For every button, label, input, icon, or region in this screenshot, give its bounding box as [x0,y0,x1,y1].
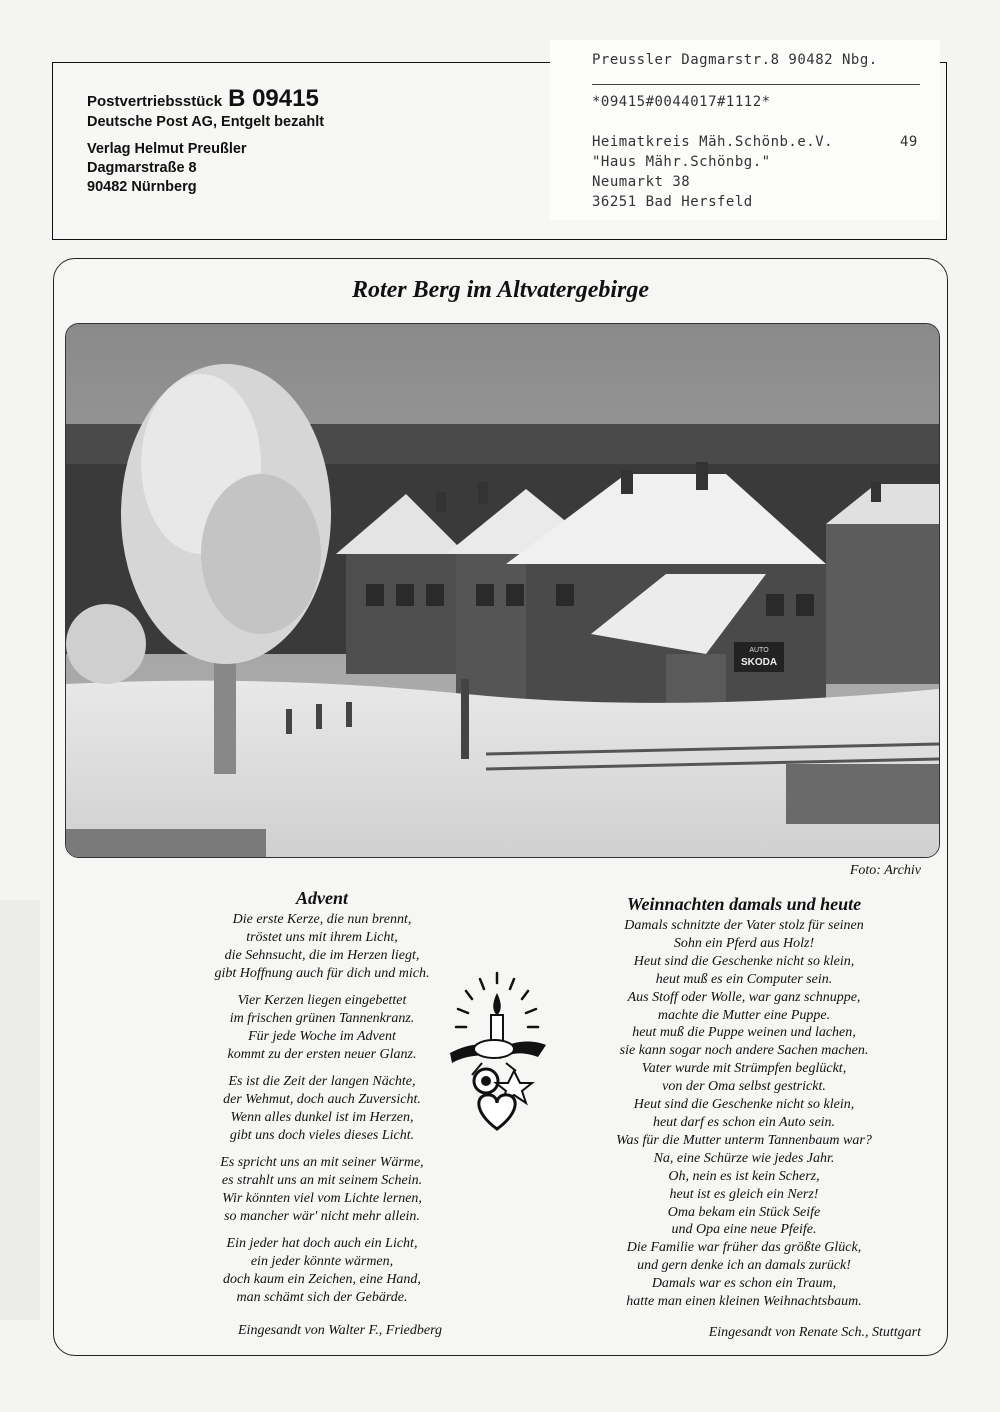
poem-line: heut darf es schon ein Auto sein. [652,1114,836,1130]
poem-stanza [569,917,919,1311]
label-return-address: Preussler Dagmarstr.8 90482 Nbg. [592,52,878,68]
address-label [550,40,940,220]
poem-line: Wir könnten viel vom Lichte lernen, [222,1191,422,1206]
poem-line: es strahlt uns an mit seinem Schein. [221,1173,423,1188]
poem-line: Wenn alles dunkel ist im Herzen, [230,1110,414,1125]
poem-line: Was für die Mutter unterm Tannenbaum war? [616,1132,872,1148]
winter-lodge-photo [65,323,940,858]
poem-line: und gern denke ich an damals zurück! [637,1258,851,1274]
postal-code: B 09415 [228,85,319,112]
poem-line: Es ist die Zeit der langen Nächte, [228,1074,416,1089]
poem-line: machte die Mutter eine Puppe. [657,1007,831,1023]
poem-line: ein jeder könnte wärmen, [250,1254,394,1269]
poem-line: und Opa eine neue Pfeife. [671,1222,817,1238]
panel-title: Roter Berg im Altvatergebirge [351,277,650,303]
photo-sign-top: AUTO [749,647,769,654]
poem-line: Vater wurde mit Strümpfen beglückt, [641,1061,847,1077]
poem-line: kommt zu der ersten neuer Glanz. [227,1047,417,1062]
poem-line: der Wehmut, doch auch Zuversicht. [223,1092,421,1107]
poem-line: von der Oma selbst gestrickt. [662,1079,826,1095]
poem-line: tröstet uns mit ihrem Licht, [246,930,398,945]
poem-line: die Sehnsucht, die im Herzen liegt, [224,948,420,963]
poem-line: Für jede Woche im Advent [248,1029,396,1044]
poem-line: sie kann sogar noch andere Sachen machen. [619,1043,869,1059]
poem-line: so mancher wär' nicht mehr allein. [224,1209,420,1224]
poem-weihnachten-signature: Eingesandt von Renate Sch., Stuttgart [708,1325,921,1340]
photo-credit: Foto: Archiv [849,863,921,878]
poem-line: heut muß es ein Computer sein. [655,971,833,987]
poem-stanza [142,1154,502,1226]
poem-line: Ein jeder hat doch auch ein Licht, [226,1236,418,1251]
publisher-city: 90482 Nürnberg [87,179,197,195]
postal-payment-note: Deutsche Post AG, Entgelt bezahlt [87,114,325,130]
label-city: 36251 Bad Hersfeld [592,194,753,210]
poem-line: Oma bekam ein Stück Seife [667,1204,821,1220]
poem-line: heut muß die Puppe weinen und lachen, [632,1025,856,1041]
poem-line: Damals war es schon ein Traum, [651,1276,837,1292]
poem-line: hatte man einen kleinen Weihnachtsbaum. [626,1294,862,1310]
poem-weihnachten [569,895,919,1320]
article-panel [53,258,948,1356]
sender-block [87,85,324,197]
poem-line: gibt Hoffnung auch für dich und mich. [214,966,430,981]
poem-line: heut ist es gleich ein Nerz! [669,1186,819,1202]
candle-ornament-icon [442,971,552,1131]
label-street: Neumarkt 38 [592,174,691,190]
postal-prefix: Postvertriebsstück [87,93,223,110]
poem-line: Aus Stoff oder Wolle, war ganz schnuppe, [627,989,861,1005]
bleed-through-block [0,900,40,1320]
publisher-name: Verlag Helmut Preußler [87,141,247,157]
label-barcode-text: *09415#0044017#1112* [592,94,771,110]
poem-advent-title: Advent [296,888,348,908]
photo-illustration [66,324,939,857]
poem-line: Damals schnitzte der Vater stolz für seinen [624,918,864,933]
label-recipient-line2: "Haus Mähr.Schönbg." [592,154,771,170]
photo-sign: SKODA [740,657,778,668]
poem-line: Es spricht uns an mit seiner Wärme, [220,1155,424,1170]
poem-stanza [142,1235,502,1307]
publisher-street: Dagmarstraße 8 [87,160,197,176]
poem-line: Die Familie war früher das größte Glück, [626,1240,862,1256]
poem-line: gibt uns doch vieles dieses Licht. [229,1128,415,1143]
poem-weihnachten-title: Weinnachten damals und heute [626,894,862,914]
poem-line: doch kaum ein Zeichen, eine Hand, [223,1272,421,1287]
poem-line: Die erste Kerze, die nun brennt, [232,912,412,927]
poem-line: Heut sind die Geschenke nicht so klein, [633,953,855,969]
poem-line: Sohn ein Pferd aus Holz! [673,935,815,951]
poem-advent-signature: Eingesandt von Walter F., Friedberg [238,1323,443,1338]
poem-line: im frischen grünen Tannenkranz. [229,1011,415,1026]
poem-line: man schämt sich der Gebärde. [236,1290,408,1305]
poem-line: Vier Kerzen liegen eingebettet [237,993,407,1008]
label-divider [592,84,920,85]
poem-line: Na, eine Schürze wie jedes Jahr. [653,1150,835,1166]
poem-line: Oh, nein es ist kein Scherz, [668,1168,820,1184]
poem-line: Heut sind die Geschenke nicht so klein, [633,1097,855,1113]
label-number: 49 [900,134,918,150]
label-recipient: Heimatkreis Mäh.Schönb.e.V. [592,134,834,150]
